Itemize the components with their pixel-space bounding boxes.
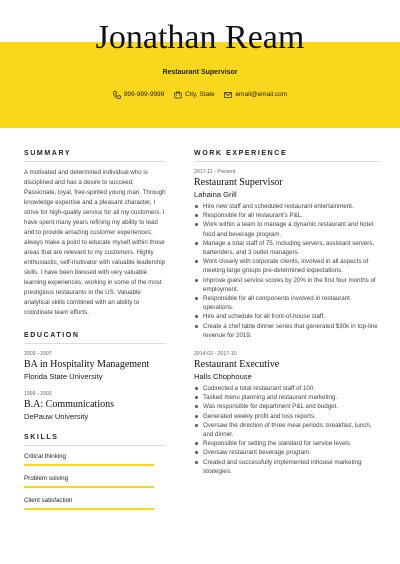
skills-heading: SKILLS — [24, 434, 166, 446]
job-bullet: Hire new staff and scheduled restaurant entertainment. — [194, 202, 380, 211]
job-company: Halls Chophouse — [194, 372, 252, 382]
education-school: DePauw University — [24, 412, 89, 421]
education-section — [24, 332, 166, 422]
summary-text: A motivated and determined individual who is disciplined and has a desire to succeed. Passionate, loyal, free-spirited young man. Through knowledge expertise and a pleasant character, I strive for high-quality service for all my customers. I have spent many years refining my ability to lead and to provide amazing customer experiences; always make a point to educate myself within those areas that are relevant to my customers. Highly enthusiastic, self-motivator with valuable leadership skills. I have been blessed with very valuable learning experiences, working in some of the most prestigious restaurants in the US. Valuable analytical skills combined with an ability to coordinate team efforts. — [24, 169, 166, 316]
job-entry — [194, 350, 380, 476]
job-bullet: Was responsible for department P&L and budget. — [194, 402, 380, 411]
education-date: 2003 - 2007 — [24, 351, 52, 357]
skill-bar-fill — [24, 486, 154, 488]
skill-bar-fill — [24, 464, 154, 466]
job-bullets — [194, 384, 380, 476]
job-bullets — [194, 202, 380, 340]
candidate-name: Jonathan Ream — [95, 19, 305, 56]
phone-text: 999-999-9999 — [123, 91, 165, 98]
contact-email[interactable] — [224, 90, 287, 100]
job-bullet: Created and successfully implemented inhouse marketing strategies. — [194, 458, 380, 476]
contact-phone[interactable] — [113, 90, 164, 100]
education-degree: B.A: Communications — [24, 399, 114, 410]
job-bullet: Work closely with corporate clients, involved in all aspects of meeting large groups pre-determined expectations. — [194, 257, 380, 275]
skill-name: Critical thinking — [24, 453, 66, 460]
job-company: Lahaina Grill — [194, 190, 237, 199]
job-bullet: Oversaw the direction of three meal periods: breakfast, lunch, and dinner. — [194, 421, 380, 439]
job-bullet: Improve guest service scores by 20% in the first four months of employment. — [194, 276, 380, 294]
skill-item — [24, 474, 166, 488]
location-text: City, State — [185, 91, 215, 98]
job-date: 2017-11 - Present — [194, 169, 236, 175]
job-bullet: Manage a total staff of 75, including servers, assistant servers, bartenders, and 3 outlet managers. — [194, 239, 380, 257]
right-column — [194, 150, 380, 486]
education-item — [24, 350, 166, 382]
education-heading: EDUCATION — [24, 332, 166, 344]
contact-line — [0, 90, 400, 103]
email-text: email@email.com — [235, 91, 288, 98]
contact-location — [174, 90, 215, 100]
summary-section — [24, 150, 166, 318]
job-bullet: Responsible for all components involved in restaurant operations. — [194, 294, 380, 312]
building-icon — [174, 91, 182, 99]
experience-heading: WORK EXPERIENCE — [194, 150, 380, 162]
job-bullet: Oversaw restaurant beverage program. — [194, 448, 380, 457]
skill-item — [24, 452, 166, 466]
job-bullet: Generated weekly profit and loss reports. — [194, 412, 380, 421]
job-bullet: Codirected a total restaurant staff of 100. — [194, 384, 380, 393]
job-title: Restaurant Supervisor — [194, 177, 283, 188]
skill-bar — [24, 464, 154, 466]
education-item — [24, 390, 166, 422]
left-column — [24, 150, 166, 518]
education-date: 1999 - 2003 — [24, 391, 52, 397]
job-bullet: Responsible for setting the standard for service levels. — [194, 439, 380, 448]
job-bullet: Hire and schedule for all front-of-house staff. — [194, 312, 380, 321]
job-bullet: Work within a team to manage a dynamic restaurant and hotel food and beverage program. — [194, 220, 380, 238]
summary-heading: SUMMARY — [24, 150, 166, 162]
skill-bar — [24, 486, 154, 488]
job-bullet: Tasked menu planning and restaurant marketing. — [194, 393, 380, 402]
job-date: 2014-02 - 2017-10 — [194, 351, 237, 358]
skill-bar — [24, 508, 154, 510]
skill-bar-fill — [24, 508, 154, 510]
header — [0, 0, 400, 128]
job-bullet: Responsible for all restaurant's P&L. — [194, 211, 380, 220]
skill-item — [24, 496, 166, 510]
skill-name: Client satisfaction — [24, 497, 73, 504]
job-bullet: Create a chef table dinner series that generated $30k in top-line revenue for 2019. — [194, 322, 380, 340]
skill-name: Problem solving — [24, 475, 69, 482]
education-school: Florida State University — [24, 372, 103, 381]
skills-section — [24, 434, 166, 510]
email-icon — [224, 91, 232, 99]
job-entry — [194, 168, 380, 340]
education-degree: BA in Hospitality Management — [24, 359, 150, 370]
job-title: Restaurant Executive — [194, 359, 280, 371]
phone-icon — [113, 91, 121, 99]
job-subtitle: Restaurant Supervisor — [162, 69, 238, 76]
